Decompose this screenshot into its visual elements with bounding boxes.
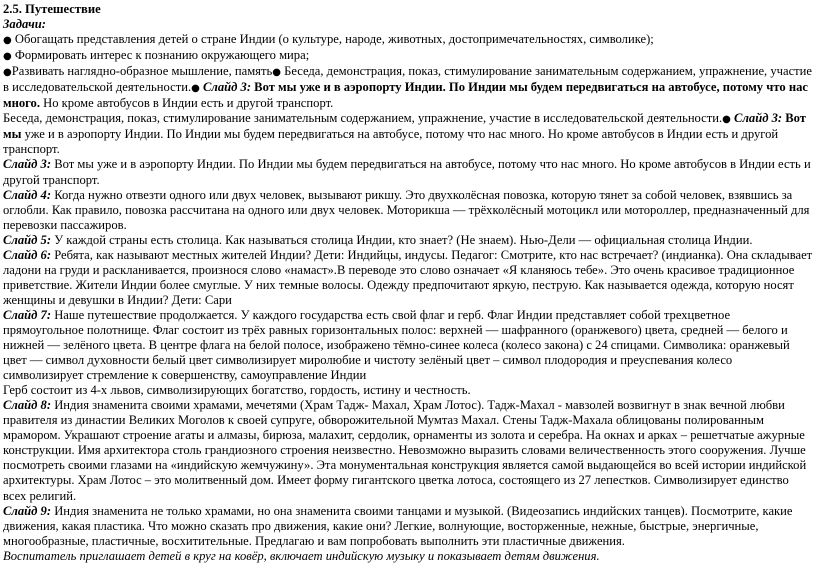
methods-text: Беседа, демонстрация, показ, стимулирование занимательным содержанием, упражнение, участие в исследовательской деятельности. [3, 111, 723, 126]
slide-paragraph [3, 398, 813, 503]
task-item [3, 64, 813, 111]
methods-paragraph [3, 111, 813, 157]
slide-label: Слайд 9: [3, 503, 52, 518]
task-item [3, 32, 813, 48]
task-text: Формировать интерес к познанию окружающего мира; [11, 48, 310, 63]
slide-text-bold: Вот мы уже и в аэропорту Индии. По Индии мы будем передвигаться на автобусе, потому что нас много. [3, 80, 808, 111]
bullet-icon: ● [191, 83, 200, 95]
tasks-label: Задачи: [3, 17, 46, 32]
task-text: Обогащать представления детей о стране Индии (о культуре, народе, животных, достопримечательностях, символике); [11, 32, 654, 47]
slide-label: Слайд 6: [3, 247, 52, 262]
slide-label: Слайд 5: [3, 232, 52, 247]
slide-label: Слайд 3: [3, 157, 52, 172]
slide-text: Ребята, как называют местных жителей Индии? Дети: Индийцы, индусы. Педагог: Смотрите, кто нас встречает? (индианка). Она складывает ладони на груди и раскланивается, произнося слово «намаст».В переводе это слово означает «Я кланяюсь тебе». Это очень красивое традиционное приветствие. Жители Индии более смуглые. У них темные волосы. Одежду предпочитают яркую, пеструю. Как называется одежда, которую носят женщины и девушки в Индии? Дети: Сари [3, 247, 813, 307]
slide-paragraph [3, 157, 813, 187]
slide-paragraph [3, 308, 813, 383]
bullet-icon: ● [3, 35, 12, 47]
slide-label: Слайд 4: [3, 187, 52, 202]
slide-text: Наше путешествие продолжается. У каждого государства есть свой флаг и герб. Флаг Индии представляет собой трехцветное прямоугольное полотнище. Флаг состоит из трёх равных горизонтальных полос: верхней — шафранного (оранжевого) цвета, средней — белого и нижней — зелёного цвета. В центре флага на белой полосе, изображено тёмно-синее колеса (колесо закона) с 24 спицами. Символика: оранжевый цвет — символ духовности белый цвет символизирует миролюбие и чистоту зелёный цвет – символ плодородия и преуспевания колесо символизирует стремление к совершенству, самоуправление Индии [3, 307, 790, 383]
slide-label: Слайд 7: [3, 307, 52, 322]
final-paragraph: Воспитатель приглашает детей в круг на ковёр, включает индийскую музыку и показывает детям движения. [3, 548, 600, 563]
slide-paragraph [3, 233, 813, 248]
task-item [3, 48, 813, 64]
slide-label: Слайд 3: [199, 80, 252, 95]
slide-text: У каждой страны есть столица. Как называться столица Индии, кто знает? (Не знаем). Нью-Дели — официальная столица Индии. [51, 232, 753, 247]
slide-text: уже и в аэропорту Индии. По Индии мы будем передвигаться на автобусе, потому что нас много. Но кроме автобусов в Индии есть и другой транспорт. [3, 127, 779, 157]
slide-paragraph [3, 248, 813, 308]
bullet-icon: ● [272, 67, 281, 79]
task-text: Развивать наглядно-образное мышление, память [11, 64, 273, 79]
task-continuation: Беседа, демонстрация, показ, стимулирование занимательным содержанием, упражнение, участие в исследовательской деятельности. [3, 64, 813, 95]
slide-text-bold: Вот мы [3, 111, 806, 142]
section-title: 2.5. Путешествие [3, 2, 101, 16]
slide-text: Когда нужно отвезти одного или двух человек, вызывают рикшу. Это двухколёсная повозка, которую тянет за собой человек, взявшись за оглобли. Как правило, повозка рассчитана на одного или двух человек. Моторикша — трёхколёсный мотоцикл или мотороллер, предназначенный для перевозки пассажиров. [3, 187, 810, 232]
slide-text: Индия знаменита не только храмами, но она знаменита своими танцами и музыкой. (Видеозапись индийских танцев). Посмотрите, какие движения, какая пластика. Что можно сказать про движения, какие они? Легкие, волнующие, восторженные, нежные, быстрые, энергичные, многообразные, пластичные, восхитительные. Предлагаю и вам попробовать выполнить эти пластичные движения. [3, 503, 793, 548]
bullet-icon: ● [722, 114, 731, 126]
slide-text: Но кроме автобусов в Индии есть и другой транспорт. [39, 96, 334, 111]
bullet-icon: ● [3, 51, 12, 63]
bullet-icon: ● [3, 67, 12, 79]
gerb-paragraph: Герб состоит из 4-х львов, символизирующих богатство, гордость, истину и честность. [3, 383, 471, 398]
slide-label: Слайд 8: [3, 398, 52, 413]
slide-text: Индия знаменита своими храмами, мечетями (Храм Тадж- Махал, Храм Лотос). Тадж-Махал - мавзолей возвигнут в знак вечной любви правителя из династии Великих Моголов к своей супруге, обворожительной Мумтаз Махал. Стены Тадж-Махала облицованы полированным мрамором. Украшают строение агаты и алмазы, бирюза, малахит, сердолик, орнаменты из золота и серебра. На окнах и арках – решетчатые ажурные конструкции. Имя архитектора столь грандиозного строения неизвестно. Невозможно выразить словами величественность этого сооружения. Лучше посмотреть своими глазами на «индийскую жемчужину». Эта монументальная конструкция является самой выдающейся во всей истории индийской архитектуры. Храм Лотос – это молитвенный дом. Имеет форму гигантского цветка лотоса, состоящего из 27 лепестков. Символизирует единство всех религий. [3, 398, 807, 503]
slide-paragraph [3, 188, 813, 233]
slide-label: Слайд 3: [730, 111, 783, 126]
slide-text: Вот мы уже и в аэропорту Индии. По Индии мы будем передвигаться на автобусе, потому что нас много. Но кроме автобусов в Индии есть и другой транспорт. [3, 157, 811, 187]
slide-paragraph [3, 504, 813, 549]
